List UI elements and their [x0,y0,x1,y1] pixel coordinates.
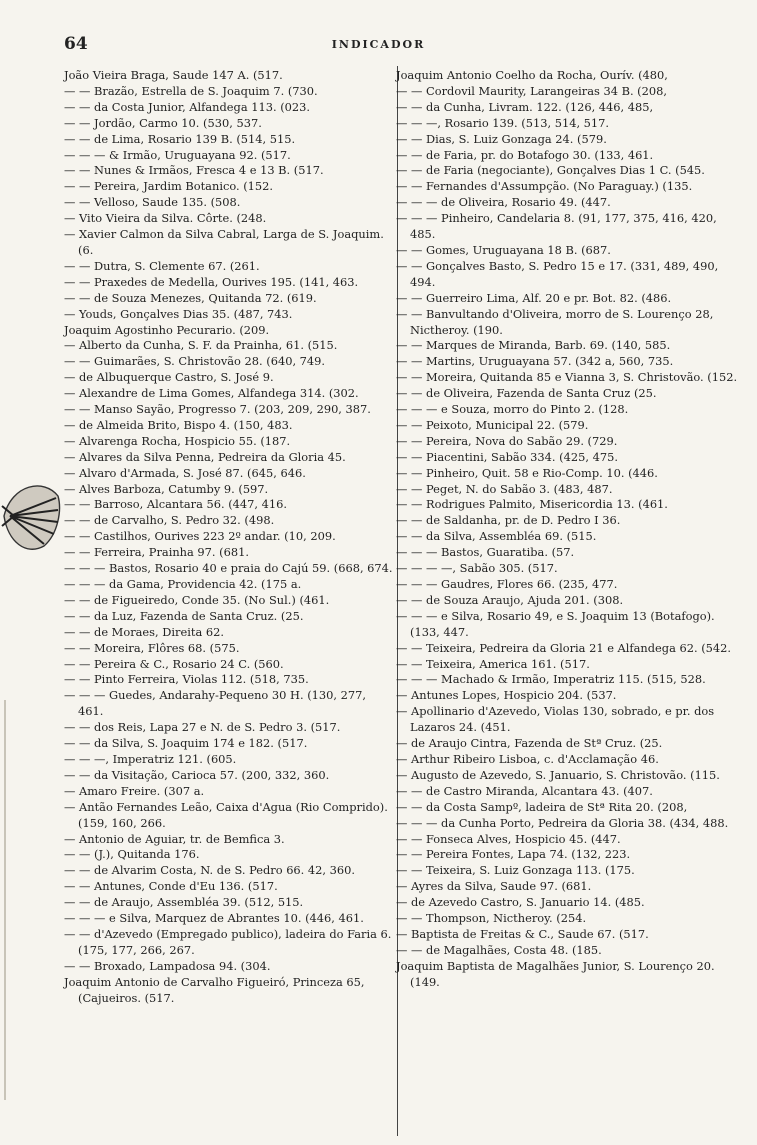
directory-entry: — — de Faria (negociante), Gonçalves Dias 1 C. (545. [396,163,705,178]
directory-entry: — — Fernandes d'Assumpção. (No Paraguay.) (135. [396,179,693,194]
directory-entry: — — da Silva, Assembléa 69. (515. [396,529,597,544]
directory-entry: — de Albuquerque Castro, S. José 9. [64,370,274,385]
directory-entry: — — Gomes, Uruguayana 18 B. (687. [396,242,611,257]
directory-entry: — — — e Souza, morro do Pinto 2. (128. [396,402,629,417]
directory-entry: — Alves Barboza, Catumby 9. (597. [64,481,269,496]
directory-entry: — Amaro Freire. (307 a. [64,783,205,798]
directory-entry: — — Ferreira, Prainha 97. (681. [64,545,249,560]
directory-entry: — — — Guedes, Andarahy-Pequeno 30 H. (130, 277, 461. [64,688,366,719]
directory-entry: Joaquim Antonio de Carvalho Figueiró, Princeza 65, (Cajueiros. (517. [64,974,365,1005]
directory-entry: — — Thompson, Nictheroy. (254. [396,911,587,926]
directory-entry: João Vieira Braga, Saude 147 A. (517. [64,68,283,82]
directory-entry: — de Azevedo Castro, S. Januario 14. (485. [396,895,645,910]
directory-entry: — — Teixeira, S. Luiz Gonzaga 113. (175. [396,863,635,878]
directory-entry: — — da Costa Junior, Alfandega 113. (023. [64,99,311,114]
directory-entry: — — — Machado & Irmão, Imperatriz 115. (515, 528. [396,672,706,687]
directory-entry: — — Dias, S. Luiz Gonzaga 24. (579. [396,131,607,146]
directory-entry: — — Martins, Uruguayana 57. (342 a, 560, 735. [396,354,674,369]
directory-entry: — Alvares da Silva Penna, Pedreira da Gloria 45. [64,449,346,464]
directory-entry: — — da Cunha, Livram. 122. (126, 446, 485, [396,99,654,114]
directory-entry: — — Teixeira, Pedreira da Gloria 21 e Alfandega 62. (542. [396,640,732,655]
directory-entry: — — (J.), Quitanda 176. [64,847,200,862]
directory-entry: — — — —, Sabão 305. (517. [396,561,558,576]
directory-entry: — — de Souza Menezes, Quitanda 72. (619. [64,290,317,305]
directory-entry: — — — Bastos, Rosario 40 e praia do Cajú 59. (668, 674. [64,561,393,576]
directory-entry: — Antunes Lopes, Hospicio 204. (537. [396,688,617,703]
directory-entry: — — Antunes, Conde d'Eu 136. (517. [64,879,278,894]
directory-entry: — — Rodrigues Palmito, Misericordia 13. (461. [396,497,668,512]
directory-entry: — — Pinheiro, Quit. 58 e Rio-Comp. 10. (446. [396,465,658,480]
directory-entry: — — Banvultando d'Oliveira, morro de S. Lourenço 28, Nictheroy. (190. [396,306,714,337]
directory-entry: — — Pereira Fontes, Lapa 74. (132, 223. [396,847,631,862]
directory-entry: — Xavier Calmon da Silva Cabral, Larga de S. Joaquim. (6. [64,227,384,257]
page-edge-mark [4,700,6,1100]
directory-entry: — Alexandre de Lima Gomes, Alfandega 314. (302. [64,386,359,401]
directory-entry: — — — da Cunha Porto, Pedreira da Gloria 38. (434, 488. [396,815,729,830]
directory-entry: — Antão Fernandes Leão, Caixa d'Agua (Rio Comprido). (159, 160, 266. [64,799,388,830]
directory-entry: — — Jordão, Carmo 10. (530, 537. [64,115,262,130]
directory-entry: — — Guimarães, S. Christovão 28. (640, 749. [64,354,326,369]
directory-entry: — — Pereira, Nova do Sabão 29. (729. [396,433,618,448]
directory-entry: — — Peget, N. do Sabão 3. (483, 487. [396,481,613,496]
directory-entry: — — da Costa Sampº, ladeira de Stª Rita 20. (208, [396,799,688,814]
directory-entry: — — Piacentini, Sabão 334. (425, 475. [396,449,618,464]
directory-entry: — — de Saldanha, pr. de D. Pedro I 36. [396,513,621,528]
directory-entry: Joaquim Baptista de Magalhães Junior, S. Lourenço 20. (149. [396,958,715,989]
directory-entry: — — Pereira, Jardim Botanico. (152. [64,179,274,194]
directory-entry: — — Broxado, Lampadosa 94. (304. [64,958,271,973]
directory-entry: — — da Visitação, Carioca 57. (200, 332, 360. [64,767,330,782]
directory-entry: — — — e Silva, Marquez de Abrantes 10. (446, 461. [64,911,364,926]
directory-entry: — Arthur Ribeiro Lisboa, c. d'Acclamação 46. [396,751,659,766]
directory-entry: — — Marques de Miranda, Barb. 69. (140, 585. [396,338,671,353]
directory-entry: — — Gonçalves Basto, S. Pedro 15 e 17. (331, 489, 490, 494. [396,258,719,289]
directory-entry: — — de Oliveira, Fazenda de Santa Cruz (25. [396,386,657,401]
directory-entry: — Alvarenga Rocha, Hospicio 55. (187. [64,433,291,448]
left-column [64,68,394,1006]
directory-entry: — — Pereira & C., Rosario 24 C. (560. [64,656,284,671]
directory-entry: — — Teixeira, America 161. (517. [396,656,590,671]
directory-entry: — — Brazão, Estrella de S. Joaquim 7. (730. [64,83,318,98]
directory-entry: — — Praxedes de Medella, Ourives 195. (141, 463. [64,274,359,289]
directory-entry: — Alberto da Cunha, S. F. da Prainha, 61. (515. [64,338,338,353]
directory-entry: — — —, Rosario 139. (513, 514, 517. [396,115,610,130]
directory-entry: — de Almeida Brito, Bispo 4. (150, 483. [64,417,293,432]
directory-entry: — — de Castro Miranda, Alcantara 43. (407. [396,783,653,798]
directory-entry: — — — de Oliveira, Rosario 49. (447. [396,195,611,210]
directory-entry: — — Moreira, Quitanda 85 e Vianna 3, S. Christovão. (152. [396,370,738,385]
directory-entry: — — de Magalhães, Costa 48. (185. [396,942,602,957]
directory-entry: — — Pinto Ferreira, Violas 112. (518, 735. [64,672,309,687]
directory-entry: — de Araujo Cintra, Fazenda de Stª Cruz. (25. [396,736,663,751]
directory-entry: — — Barroso, Alcantara 56. (447, 416. [64,497,288,512]
directory-entry: — — de Lima, Rosario 139 B. (514, 515. [64,131,296,146]
directory-entry: — — — Gaudres, Flores 66. (235, 477. [396,577,618,591]
directory-entry: — — Castilhos, Ourives 223 2º andar. (10, 209. [64,529,336,544]
directory-entry: — — de Figueiredo, Conde 35. (No Sul.) (461. [64,592,330,607]
directory-entry: — — dos Reis, Lapa 27 e N. de S. Pedro 3. (517. [64,720,341,735]
directory-entry: — — Velloso, Saude 135. (508. [64,195,241,210]
directory-entry: — — de Souza Araujo, Ajuda 201. (308. [396,592,624,607]
directory-entry: — — de Faria, pr. do Botafogo 30. (133, 461. [396,147,654,162]
directory-entry: — — de Moraes, Direita 62. [64,624,224,639]
directory-entry: — Antonio de Aguiar, tr. de Bemfica 3. [64,831,285,846]
page-title: INDICADOR [331,38,426,51]
directory-entry: — — — & Irmão, Uruguayana 92. (517. [64,147,291,162]
page-number: 64 [64,34,88,54]
directory-entry: — — da Silva, S. Joaquim 174 e 182. (517. [64,736,308,751]
directory-entry: — — — Pinheiro, Candelaria 8. (91, 177, 375, 416, 420, 485. [396,211,717,242]
page-header [0,34,757,56]
directory-entry: — — — e Silva, Rosario 49, e S. Joaquim 13 (Botafogo). (133, 447. [396,608,715,639]
directory-entry: — — Guerreiro Lima, Alf. 20 e pr. Bot. 82. (486. [396,290,672,305]
directory-entry: Joaquim Agostinho Pecurario. (209. [64,322,270,337]
directory-entry: — — Dutra, S. Clemente 67. (261. [64,258,260,273]
directory-entry: — Youds, Gonçalves Dias 35. (487, 743. [64,306,293,321]
directory-entry: — — Moreira, Flôres 68. (575. [64,640,240,655]
directory-entry: — — de Araujo, Assembléa 39. (512, 515. [64,895,304,910]
directory-entry: — — Cordovil Maurity, Larangeiras 34 B. (208, [396,83,667,98]
directory-entry: — Apollinario d'Azevedo, Violas 130, sobrado, e pr. dos Lazaros 24. (451. [396,704,715,735]
directory-entry: — — — Bastos, Guaratiba. (57. [396,545,575,560]
directory-entry: — — —, Imperatriz 121. (605. [64,751,237,766]
directory-entry: — — da Luz, Fazenda de Santa Cruz. (25. [64,608,304,623]
directory-entry: — Augusto de Azevedo, S. Januario, S. Christovão. (115. [396,767,720,782]
directory-entry: — Vito Vieira da Silva. Côrte. (248. [64,211,267,226]
directory-entry: — Ayres da Silva, Saude 97. (681. [396,879,592,894]
directory-entry: — Alvaro d'Armada, S. José 87. (645, 646. [64,465,306,480]
directory-entry: — — Peixoto, Municipal 22. (579. [396,417,589,432]
shell-ornament-icon [0,476,62,556]
directory-entry: — — Fonseca Alves, Hospicio 45. (447. [396,831,621,846]
directory-entry: — — de Carvalho, S. Pedro 32. (498. [64,513,275,528]
directory-entry: — — d'Azevedo (Empregado publico), ladeira do Faria 6. (175, 177, 266, 267. [64,926,392,957]
directory-entry: — Baptista de Freitas & C., Saude 67. (517. [396,926,649,941]
directory-entry: — — — da Gama, Providencia 42. (175 a. [64,577,302,591]
right-column [396,68,738,991]
directory-entry: — — Manso Sayão, Progresso 7. (203, 209, 290, 387. [64,402,371,417]
directory-entry: — — de Alvarim Costa, N. de S. Pedro 66. 42, 360. [64,863,356,878]
directory-entry: Joaquim Antonio Coelho da Rocha, Ourív. (480, [396,68,668,82]
directory-entry: — — Nunes & Irmãos, Fresca 4 e 13 B. (517. [64,163,324,178]
